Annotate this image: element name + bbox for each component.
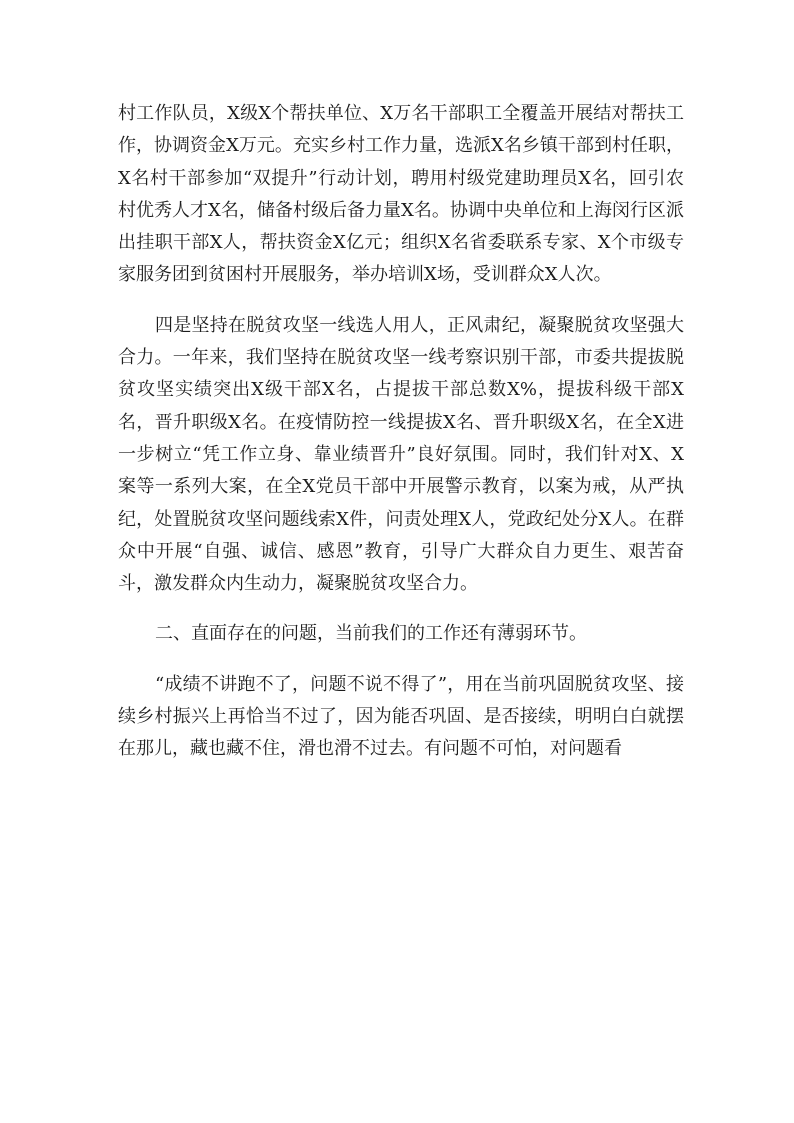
document-body [118, 98, 684, 766]
paragraph-2: 四是坚持在脱贫攻坚一线选人用人，正风肃纪，凝聚脱贫攻坚强大合力。一年来，我们坚持在脱贫攻坚一线考察识别干部，市委共提拔脱贫攻坚实绩突出X级干部X名，占提拔干部总数X%，提拔科级干部X名，晋升职级X名。在疫情防控一线提拔X名、晋升职级X名，在全X进一步树立“凭工作立身、靠业绩晋升”良好氛围。同时，我们针对X、X案等一系列大案，在全X党员干部中开展警示教育，以案为戒，从严执纪，处置脱贫攻坚问题线索X件，问责处理X人，党政纪处分X人。在群众中开展“自强、诚信、感恩”教育，引导广大群众自力更生、艰苦奋斗，激发群众内生动力，凝聚脱贫攻坚合力。 [118, 314, 684, 595]
section-heading: 二、直面存在的问题，当前我们的工作还有薄弱环节。 [155, 623, 587, 645]
paragraph-1: 村工作队员，X级X个帮扶单位、X万名干部职工全覆盖开展结对帮扶工作，协调资金X万元。充实乡村工作力量，选派X名乡镇干部到村任职，X名村干部参加“双提升”行动计划，聘用村级党建助理员X名，回引农村优秀人才X名，储备村级后备力量X名。协调中央单位和上海闵行区派出挂职干部X人，帮扶资金X亿元；组织X名省委联系专家、X个市级专家服务团到贫困村开展服务，举办培训X场，受训群众X人次。 [118, 103, 684, 286]
paragraph-4: “成绩不讲跑不了，问题不说不得了”，用在当前巩固脱贫攻坚、接续乡村振兴上再恰当不过了，因为能否巩固、是否接续，明明白白就摆在那儿，藏也藏不住，滑也滑不过去。有问题不可怕，对问题看 [118, 673, 684, 760]
